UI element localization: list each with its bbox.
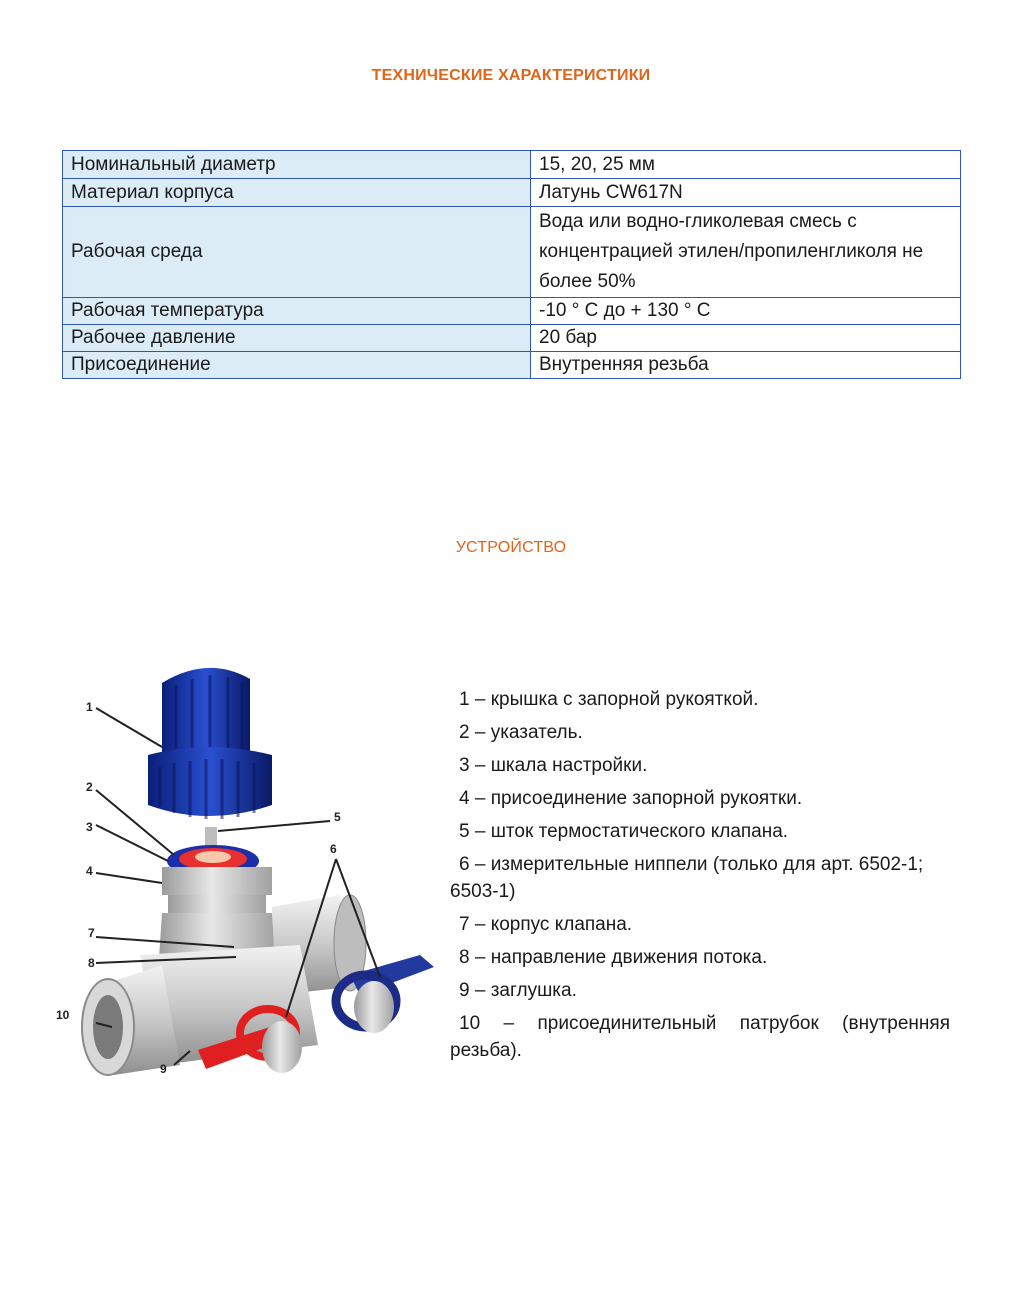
table-row	[63, 325, 961, 352]
spec-value: -10 ° С до + 130 ° С	[531, 298, 961, 325]
cap-part	[148, 668, 272, 819]
spec-value: Внутренняя резьба	[531, 352, 961, 379]
legend-item: 9 – заглушка.	[459, 980, 577, 1001]
spec-key: Присоединение	[63, 352, 531, 379]
legend-item: 6 – измерительные ниппели (только для арт. 6502-1; 6503-1)	[450, 854, 924, 902]
label-9: 9	[160, 1062, 167, 1076]
spec-key: Рабочее давление	[63, 325, 531, 352]
legend-item: 5 – шток термостатического клапана.	[459, 821, 789, 842]
label-3: 3	[86, 820, 93, 834]
label-2: 2	[86, 780, 93, 794]
spec-key: Рабочая среда	[63, 207, 531, 298]
legend-item: 7 – корпус клапана.	[459, 914, 633, 935]
spec-value: 20 бар	[531, 325, 961, 352]
label-4: 4	[86, 864, 93, 878]
parts-legend	[450, 686, 950, 1070]
nut-part	[162, 867, 272, 895]
table-row	[63, 207, 961, 298]
legend-item: 8 – направление движения потока.	[459, 947, 768, 968]
label-7: 7	[88, 926, 95, 940]
section-heading-specs: ТЕХНИЧЕСКИЕ ХАРАКТЕРИСТИКИ	[371, 67, 651, 84]
legend-item: 2 – указатель.	[459, 722, 583, 743]
legend-item: 1 – крышка с запорной рукояткой.	[459, 689, 759, 710]
legend-item: 3 – шкала настройки.	[459, 755, 648, 776]
label-1: 1	[86, 700, 93, 714]
legend-item: 4 – присоединение запорной рукоятки.	[459, 788, 803, 809]
table-row	[63, 352, 961, 379]
spec-value: 15, 20, 25 мм	[531, 151, 961, 179]
label-6: 6	[330, 842, 337, 856]
spec-key: Рабочая температура	[63, 298, 531, 325]
spec-key: Материал корпуса	[63, 179, 531, 207]
section-heading-device: УСТРОЙСТВО	[455, 539, 567, 556]
table-row	[63, 179, 961, 207]
table-row	[63, 151, 961, 179]
legend-item: 10 – присоединительный патрубок (внутренняя резьба).	[450, 1013, 950, 1061]
valve-exploded-diagram	[50, 655, 440, 1085]
label-10: 10	[56, 1008, 70, 1022]
spec-value: Латунь CW617N	[531, 179, 961, 207]
label-5: 5	[334, 810, 341, 824]
spec-key: Номинальный диаметр	[63, 151, 531, 179]
table-row	[63, 298, 961, 325]
spec-value: Вода или водно-гликолевая смесь с концентрацией этилен/пропиленгликоля не более 50%	[531, 207, 961, 298]
label-8: 8	[88, 956, 95, 970]
specs-table	[62, 150, 961, 379]
